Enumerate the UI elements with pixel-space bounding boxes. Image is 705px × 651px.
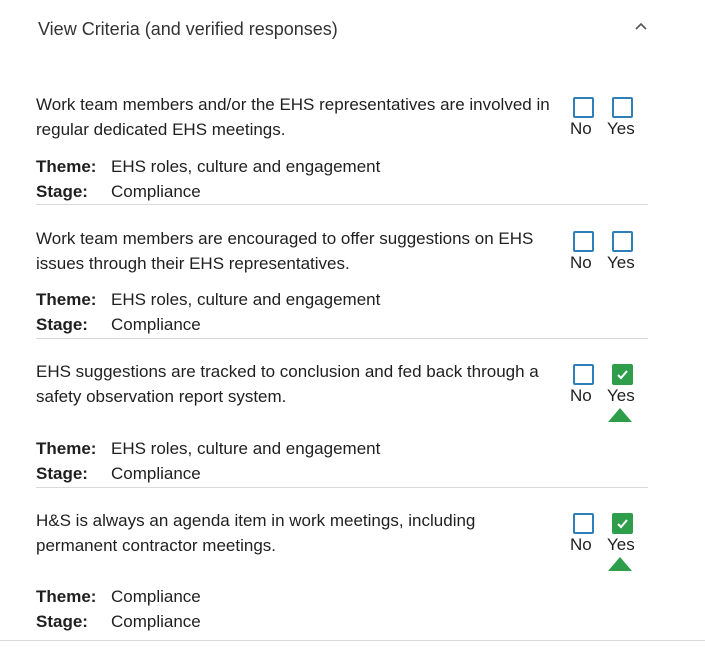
chevron-up-icon[interactable]: [633, 18, 649, 34]
criterion-meta: [36, 584, 636, 634]
panel-bottom-border: [0, 640, 705, 641]
theme-label: Theme:: [36, 439, 97, 458]
no-label: No: [570, 535, 592, 554]
criterion-item: [0, 508, 705, 638]
no-checkbox[interactable]: [573, 364, 594, 385]
no-label: No: [570, 119, 592, 138]
theme-value: EHS roles, culture and engagement: [111, 157, 381, 176]
criterion-meta: [36, 154, 636, 204]
yes-checkbox[interactable]: [612, 231, 633, 252]
stage-value: Compliance: [111, 182, 201, 201]
theme-value: Compliance: [111, 587, 201, 606]
divider: [36, 204, 648, 205]
criterion-text: Work team members are encouraged to offer suggestions on EHS issues through their EHS representatives.: [36, 229, 534, 273]
criterion-item: [0, 226, 705, 338]
theme-label: Theme:: [36, 157, 97, 176]
stage-label: Stage:: [36, 315, 88, 334]
no-checkbox[interactable]: [573, 97, 594, 118]
stage-label: Stage:: [36, 182, 88, 201]
yes-label: Yes: [607, 253, 635, 272]
criterion-text: H&S is always an agenda item in work meetings, including permanent contractor meetings.: [36, 511, 476, 555]
stage-label: Stage:: [36, 612, 88, 631]
divider: [36, 487, 648, 488]
no-checkbox[interactable]: [573, 513, 594, 534]
theme-label: Theme:: [36, 587, 97, 606]
yes-checkbox[interactable]: [612, 97, 633, 118]
theme-value: EHS roles, culture and engagement: [111, 290, 381, 309]
criterion-item: [0, 359, 705, 487]
verified-triangle-icon: [608, 557, 632, 571]
criterion-meta: [36, 436, 636, 486]
criterion-text: EHS suggestions are tracked to conclusion and fed back through a safety observation report system.: [36, 362, 539, 406]
panel-title: View Criteria (and verified responses): [38, 19, 338, 39]
stage-value: Compliance: [111, 464, 201, 483]
criteria-panel-header[interactable]: [0, 0, 705, 62]
yes-label: Yes: [607, 386, 635, 405]
stage-label: Stage:: [36, 464, 88, 483]
yes-label: Yes: [607, 535, 635, 554]
yes-checkbox[interactable]: [612, 364, 633, 385]
criterion-text: Work team members and/or the EHS representatives are involved in regular dedicated EHS meetings.: [36, 95, 550, 139]
stage-value: Compliance: [111, 315, 201, 334]
theme-value: EHS roles, culture and engagement: [111, 439, 381, 458]
checkmark-icon: [616, 368, 629, 381]
no-label: No: [570, 386, 592, 405]
criterion-item: [0, 92, 705, 204]
stage-value: Compliance: [111, 612, 201, 631]
no-checkbox[interactable]: [573, 231, 594, 252]
divider: [36, 338, 648, 339]
checkmark-icon: [616, 517, 629, 530]
criterion-meta: [36, 287, 636, 337]
theme-label: Theme:: [36, 290, 97, 309]
yes-checkbox[interactable]: [612, 513, 633, 534]
yes-label: Yes: [607, 119, 635, 138]
verified-triangle-icon: [608, 408, 632, 422]
no-label: No: [570, 253, 592, 272]
